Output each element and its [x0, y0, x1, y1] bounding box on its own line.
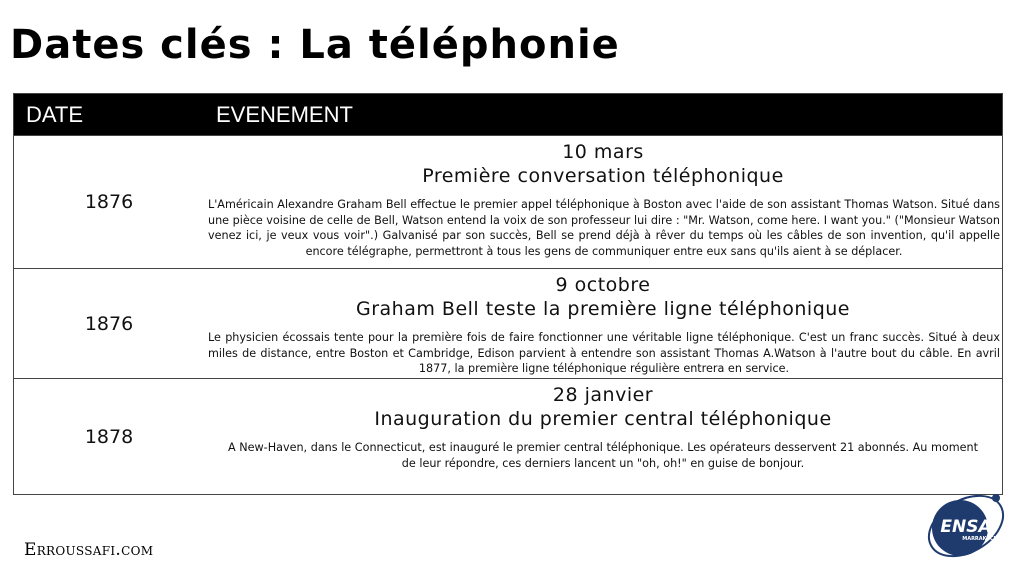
footer-website: Erroussafi.com: [24, 540, 154, 560]
timeline-table: [13, 93, 1003, 495]
event-description: A New-Haven, dans le Connecticut, est inauguré le premier central téléphonique. Les opérateurs desservent 21 abonnés. Au moment de leur répondre, ces derniers lancent un "oh, oh!" en guise de bonjour.: [228, 441, 978, 470]
row-year: 1876: [84, 312, 134, 335]
row-event: [204, 379, 1002, 495]
header-date: DATE: [26, 101, 84, 127]
table-row: [14, 268, 1002, 378]
event-title: Inauguration du premier central téléphonique: [374, 408, 832, 430]
logo-orbit-dot: [992, 494, 1000, 502]
row-event: [204, 136, 1002, 268]
table-header: [14, 94, 1002, 135]
table-row: [14, 135, 1002, 268]
event-description: Le physicien écossais tente pour la première fois de faire fonctionner une véritable ligne téléphonique. C'est un franc succès. Situé à deux miles de distance, entre Boston et Cambridge, Edison parvient à entendre son assistant Thomas A.Watson à l'autre bout du câble. En avril 1877, la première ligne téléphonique régulière entrera en service.: [208, 331, 1000, 375]
table-row: [14, 378, 1002, 495]
row-year: 1876: [84, 191, 134, 213]
row-year: 1878: [84, 426, 134, 448]
event-date: 10 mars: [562, 141, 644, 163]
logo-text: ENSA: [940, 517, 992, 537]
event-title: Première conversation téléphonique: [422, 165, 784, 187]
row-event: [204, 269, 1002, 378]
event-date: 9 octobre: [555, 274, 651, 296]
logo-subtext: MARRAKECH: [962, 536, 998, 542]
ensa-logo: [922, 488, 1014, 564]
event-title: Graham Bell teste la première ligne téléphonique: [356, 298, 850, 320]
event-description: L'Américain Alexandre Graham Bell effectue le premier appel téléphonique à Boston avec l'aide de son assistant Thomas Watson. Situé dans une pièce voisine de celle de Bell, Watson entend la voix de son professeur lui dire : "Mr. Watson, come here. I want you." ("Monsieur Watson venez ici, je veux vous voir".) Galvanisé par son succès, Bell se prend déjà à rêver du temps où les câbles de son invention, qu'il appelle encore télégraphe, permettront à tous les gens de communiquer entre eux sans qu'ils aient à se déplacer.: [208, 198, 1000, 258]
event-date: 28 janvier: [552, 384, 654, 406]
page-title: Dates clés : La téléphonie: [10, 22, 620, 68]
header-event: EVENEMENT: [216, 101, 353, 127]
